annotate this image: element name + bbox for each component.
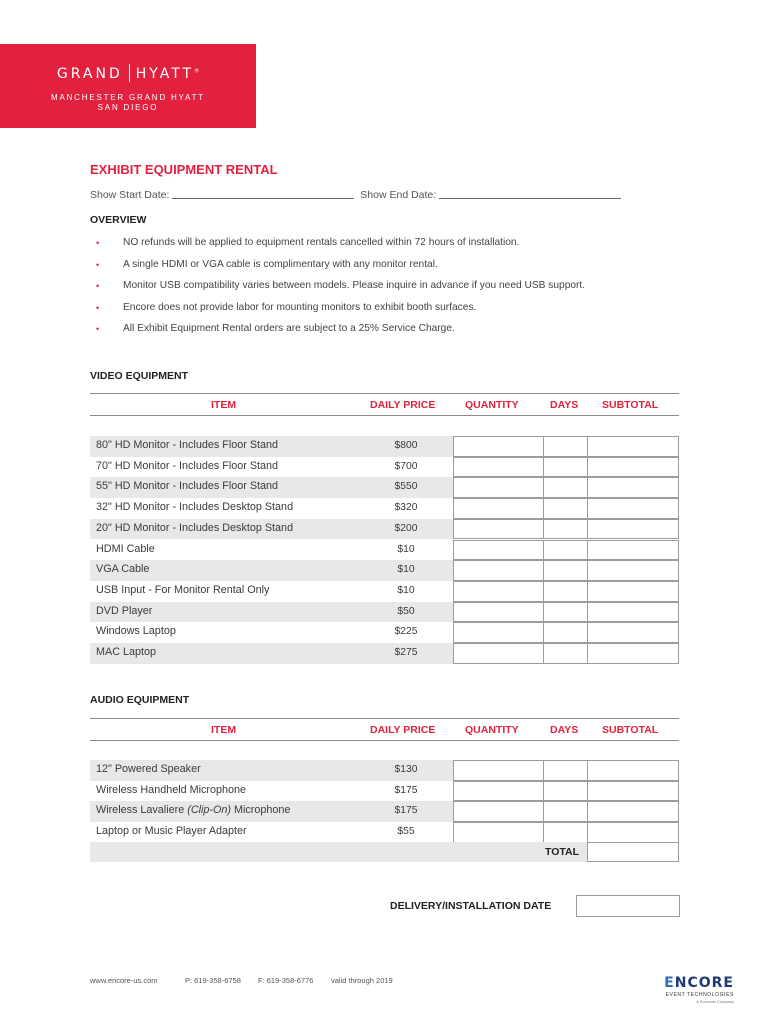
delivery-date-field[interactable] (576, 895, 680, 917)
item-name: 80" HD Monitor - Includes Floor Stand (96, 439, 279, 451)
footer-website[interactable]: www.encore-us.com (90, 976, 158, 985)
quantity-field[interactable] (453, 457, 544, 478)
item-price: $800 (394, 440, 418, 451)
days-field[interactable] (543, 540, 588, 561)
overview-heading: OVERVIEW (90, 214, 147, 226)
item-name-part: Microphone (231, 804, 291, 817)
subtotal-field[interactable] (587, 477, 679, 498)
days-field[interactable] (543, 781, 588, 802)
logo-divider (129, 64, 130, 82)
item-name (96, 804, 290, 816)
table-row (90, 643, 679, 664)
item-price: $130 (394, 764, 418, 775)
property-name-line2: SAN DIEGO (97, 103, 159, 112)
days-field[interactable] (543, 457, 588, 478)
overview-item: • All Exhibit Equipment Rental orders are subject to a 25% Service Charge. (96, 322, 585, 344)
column-days: DAYS (550, 724, 579, 736)
days-field[interactable] (543, 498, 588, 519)
encore-wordmark-e: E (664, 975, 675, 991)
column-daily-price: DAILY PRICE (370, 724, 436, 736)
encore-parent-company: A Freeman Company (696, 999, 734, 1004)
item-price: $10 (397, 564, 415, 576)
overview-item: • A single HDMI or VGA cable is complimentary with any monitor rental. (96, 258, 585, 280)
quantity-field[interactable] (453, 801, 544, 822)
item-price: $50 (397, 605, 415, 617)
days-field[interactable] (543, 519, 588, 540)
logo-trademark: ® (194, 68, 200, 75)
table-row (90, 622, 679, 643)
table-row (90, 760, 679, 781)
quantity-field[interactable] (453, 581, 544, 602)
overview-item: • NO refunds will be applied to equipment rentals cancelled within 72 hours of installation. (96, 236, 585, 258)
days-field[interactable] (543, 622, 588, 643)
item-price: $550 (394, 481, 418, 493)
total-label: TOTAL (545, 846, 580, 858)
document-title: EXHIBIT EQUIPMENT RENTAL (90, 162, 278, 177)
column-days: DAYS (550, 399, 579, 411)
item-price: $200 (394, 522, 418, 534)
grand-hyatt-logo (0, 64, 256, 82)
subtotal-field[interactable] (587, 801, 679, 822)
end-date-field[interactable] (439, 198, 621, 199)
item-name: 32" HD Monitor - Includes Desktop Stand (96, 501, 294, 514)
item-price: $175 (394, 805, 418, 817)
item-name: DVD Player (96, 604, 153, 617)
days-field[interactable] (543, 436, 588, 457)
days-field[interactable] (543, 602, 588, 623)
total-field[interactable] (587, 842, 679, 862)
quantity-field[interactable] (453, 622, 544, 643)
subtotal-field[interactable] (587, 602, 679, 623)
subtotal-field[interactable] (587, 436, 679, 457)
footer-fax: F: 619-358-6776 (258, 976, 314, 985)
item-price: $700 (394, 460, 418, 472)
quantity-field[interactable] (453, 560, 544, 581)
column-subtotal: SUBTOTAL (602, 724, 659, 736)
days-field[interactable] (543, 581, 588, 602)
table-row (90, 822, 679, 843)
audio-equipment-heading: AUDIO EQUIPMENT (90, 694, 190, 706)
item-name: Windows Laptop (96, 625, 176, 638)
logo-word-hyatt: HYATT (135, 66, 195, 82)
quantity-field[interactable] (453, 781, 544, 802)
footer-phone: P: 619-358-6758 (185, 976, 241, 985)
quantity-field[interactable] (453, 519, 544, 540)
table-row (90, 581, 679, 602)
subtotal-field[interactable] (587, 560, 679, 581)
subtotal-field[interactable] (587, 540, 679, 561)
quantity-field[interactable] (453, 477, 544, 498)
encore-tagline: EVENT TECHNOLOGIES (665, 992, 734, 998)
item-price: $10 (397, 543, 415, 555)
table-row (90, 801, 679, 822)
video-table-header (90, 393, 679, 416)
overview-item: • Encore does not provide labor for mounting monitors to exhibit booth surfaces. (96, 301, 585, 323)
table-row (90, 602, 679, 623)
quantity-field[interactable] (453, 602, 544, 623)
item-name: VGA Cable (96, 563, 150, 576)
item-name: Laptop or Music Player Adapter (96, 825, 247, 838)
item-price: $275 (394, 647, 418, 658)
start-date-field[interactable] (172, 198, 354, 199)
subtotal-field[interactable] (587, 498, 679, 519)
encore-logo (660, 975, 734, 1004)
item-price: $175 (394, 784, 418, 796)
quantity-field[interactable] (453, 643, 544, 664)
item-name: MAC Laptop (96, 646, 157, 658)
table-row (90, 560, 679, 581)
start-date-label: Show Start Date: (90, 189, 170, 201)
video-equipment-heading: VIDEO EQUIPMENT (90, 370, 189, 382)
subtotal-field[interactable] (587, 781, 679, 802)
table-row (90, 477, 679, 498)
quantity-field[interactable] (453, 540, 544, 561)
table-row (90, 436, 679, 457)
item-price: $10 (397, 584, 415, 596)
table-row (90, 540, 679, 561)
table-row (90, 781, 679, 802)
column-quantity: QUANTITY (465, 399, 519, 411)
subtotal-field[interactable] (587, 622, 679, 643)
overview-list (96, 236, 585, 344)
days-field[interactable] (543, 822, 588, 843)
days-field[interactable] (543, 643, 588, 664)
encore-wordmark (660, 975, 734, 991)
column-subtotal: SUBTOTAL (602, 399, 659, 411)
days-field[interactable] (543, 760, 588, 781)
end-date-label: Show End Date: (360, 189, 437, 201)
column-item: ITEM (211, 724, 237, 736)
item-price: $55 (397, 826, 415, 838)
quantity-field[interactable] (453, 822, 544, 843)
column-daily-price: DAILY PRICE (370, 399, 436, 411)
table-row (90, 519, 679, 540)
days-field[interactable] (543, 477, 588, 498)
item-name: 70" HD Monitor - Includes Floor Stand (96, 459, 279, 472)
subtotal-field[interactable] (587, 581, 679, 602)
subtotal-field[interactable] (587, 822, 679, 843)
logo-word-grand: GRAND (56, 66, 123, 82)
item-name: HDMI Cable (96, 542, 155, 555)
table-row (90, 457, 679, 478)
hotel-brand-block (0, 44, 256, 128)
column-quantity: QUANTITY (465, 724, 519, 736)
item-name-part: Wireless Lavaliere (96, 804, 188, 817)
audio-table-header (90, 718, 679, 741)
table-row (90, 498, 679, 519)
column-item: ITEM (211, 399, 237, 411)
item-name: Wireless Handheld Microphone (96, 783, 247, 796)
quantity-field[interactable] (453, 436, 544, 457)
subtotal-field[interactable] (587, 643, 679, 664)
item-name: 12" Powered Speaker (96, 763, 201, 775)
quantity-field[interactable] (453, 760, 544, 781)
property-name-line1: MANCHESTER GRAND HYATT (51, 93, 205, 102)
subtotal-field[interactable] (587, 519, 679, 540)
total-row (90, 842, 679, 862)
item-name-italic: (Clip-On) (187, 804, 232, 817)
delivery-date-label: DELIVERY/INSTALLATION DATE (390, 900, 552, 912)
item-name: USB Input - For Monitor Rental Only (96, 583, 270, 596)
subtotal-field[interactable] (587, 760, 679, 781)
days-field[interactable] (543, 801, 588, 822)
footer-valid-through: valid through 2019 (331, 976, 393, 985)
item-name: 20" HD Monitor - Includes Desktop Stand (96, 521, 294, 534)
item-price: $320 (394, 502, 418, 514)
item-name: 55" HD Monitor - Includes Floor Stand (96, 480, 279, 493)
overview-item: • Monitor USB compatibility varies between models. Please inquire in advance if you need USB support. (96, 279, 585, 301)
encore-wordmark-rest: NCORE (674, 975, 734, 991)
days-field[interactable] (543, 560, 588, 581)
show-dates (90, 189, 624, 201)
item-price: $225 (394, 626, 418, 638)
subtotal-field[interactable] (587, 457, 679, 478)
quantity-field[interactable] (453, 498, 544, 519)
property-name (0, 93, 256, 113)
